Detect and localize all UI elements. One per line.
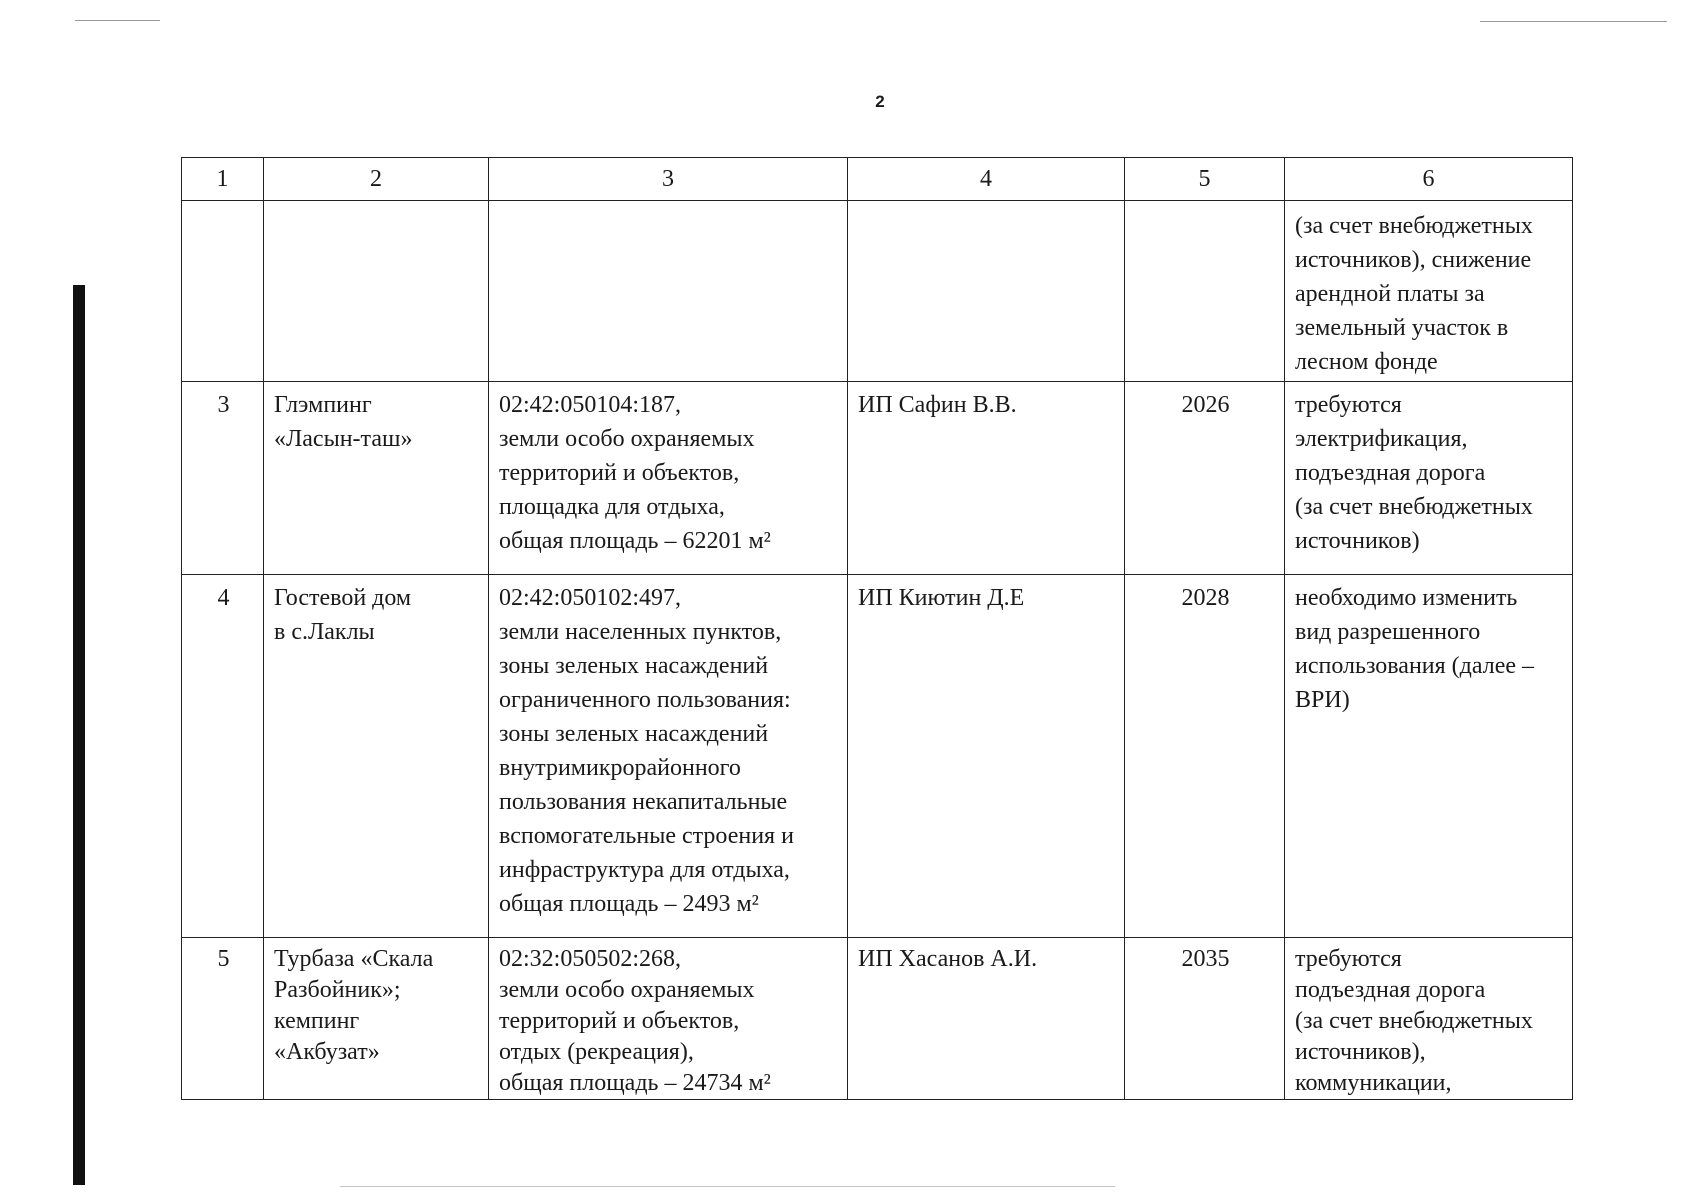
cell-object (264, 201, 489, 382)
cell-remark: (за счет внебюджетных источников), снижение арендной платы за земельный участок в лесном фонде (1285, 201, 1573, 382)
cell-investor: ИП Киютин Д.Е (848, 575, 1125, 938)
cell-object: Гостевой дом в с.Лаклы (264, 575, 489, 938)
cell-land-plot (489, 201, 848, 382)
scan-edge-bottom (340, 1186, 1115, 1187)
cell-object: Турбаза «Скала Разбойник»; кемпинг «Акбузат» (264, 938, 489, 1100)
cell-remark: необходимо изменить вид разрешенного использования (далее – ВРИ) (1285, 575, 1573, 938)
column-header: 5 (1125, 158, 1285, 201)
column-header: 1 (182, 158, 264, 201)
cell-investor: ИП Сафин В.В. (848, 382, 1125, 575)
column-header: 4 (848, 158, 1125, 201)
cell-year: 2028 (1125, 575, 1285, 938)
cell-num: 5 (182, 938, 264, 1100)
cell-year (1125, 201, 1285, 382)
cell-land-plot: 02:32:050502:268, земли особо охраняемых территорий и объектов, отдых (рекреация), общая площадь – 24734 м² (489, 938, 848, 1100)
cell-remark: требуются подъездная дорога (за счет внебюджетных источников), коммуникации, (1285, 938, 1573, 1100)
column-header: 2 (264, 158, 489, 201)
cell-remark: требуются электрификация, подъездная дорога (за счет внебюджетных источников) (1285, 382, 1573, 575)
column-header: 6 (1285, 158, 1573, 201)
column-header: 3 (489, 158, 848, 201)
cell-num: 4 (182, 575, 264, 938)
cell-num (182, 201, 264, 382)
page-number: 2 (875, 92, 885, 111)
cell-object: Глэмпинг «Ласын-таш» (264, 382, 489, 575)
cell-investor: ИП Хасанов А.И. (848, 938, 1125, 1100)
cell-land-plot: 02:42:050104:187, земли особо охраняемых территорий и объектов, площадка для отдыха, общая площадь – 62201 м² (489, 382, 848, 575)
cell-investor (848, 201, 1125, 382)
table-row (182, 382, 1573, 575)
table-row-continuation (182, 201, 1573, 382)
scan-margin-bar (73, 285, 85, 1185)
cell-year: 2026 (1125, 382, 1285, 575)
table-header-row (182, 158, 1573, 201)
table-row (182, 938, 1573, 1100)
investment-projects-table (181, 157, 1573, 1100)
cell-year: 2035 (1125, 938, 1285, 1100)
cell-land-plot: 02:42:050102:497, земли населенных пунктов, зоны зеленых насаждений ограниченного пользования: зоны зеленых насаждений внутримикрорайонного пользования некапитальные вспомогательные строения и инфраструктура для отдыха, общая площадь – 2493 м² (489, 575, 848, 938)
scan-edge-top-left (75, 20, 160, 21)
cell-num: 3 (182, 382, 264, 575)
table-row (182, 575, 1573, 938)
scan-edge-top-right (1480, 21, 1667, 22)
